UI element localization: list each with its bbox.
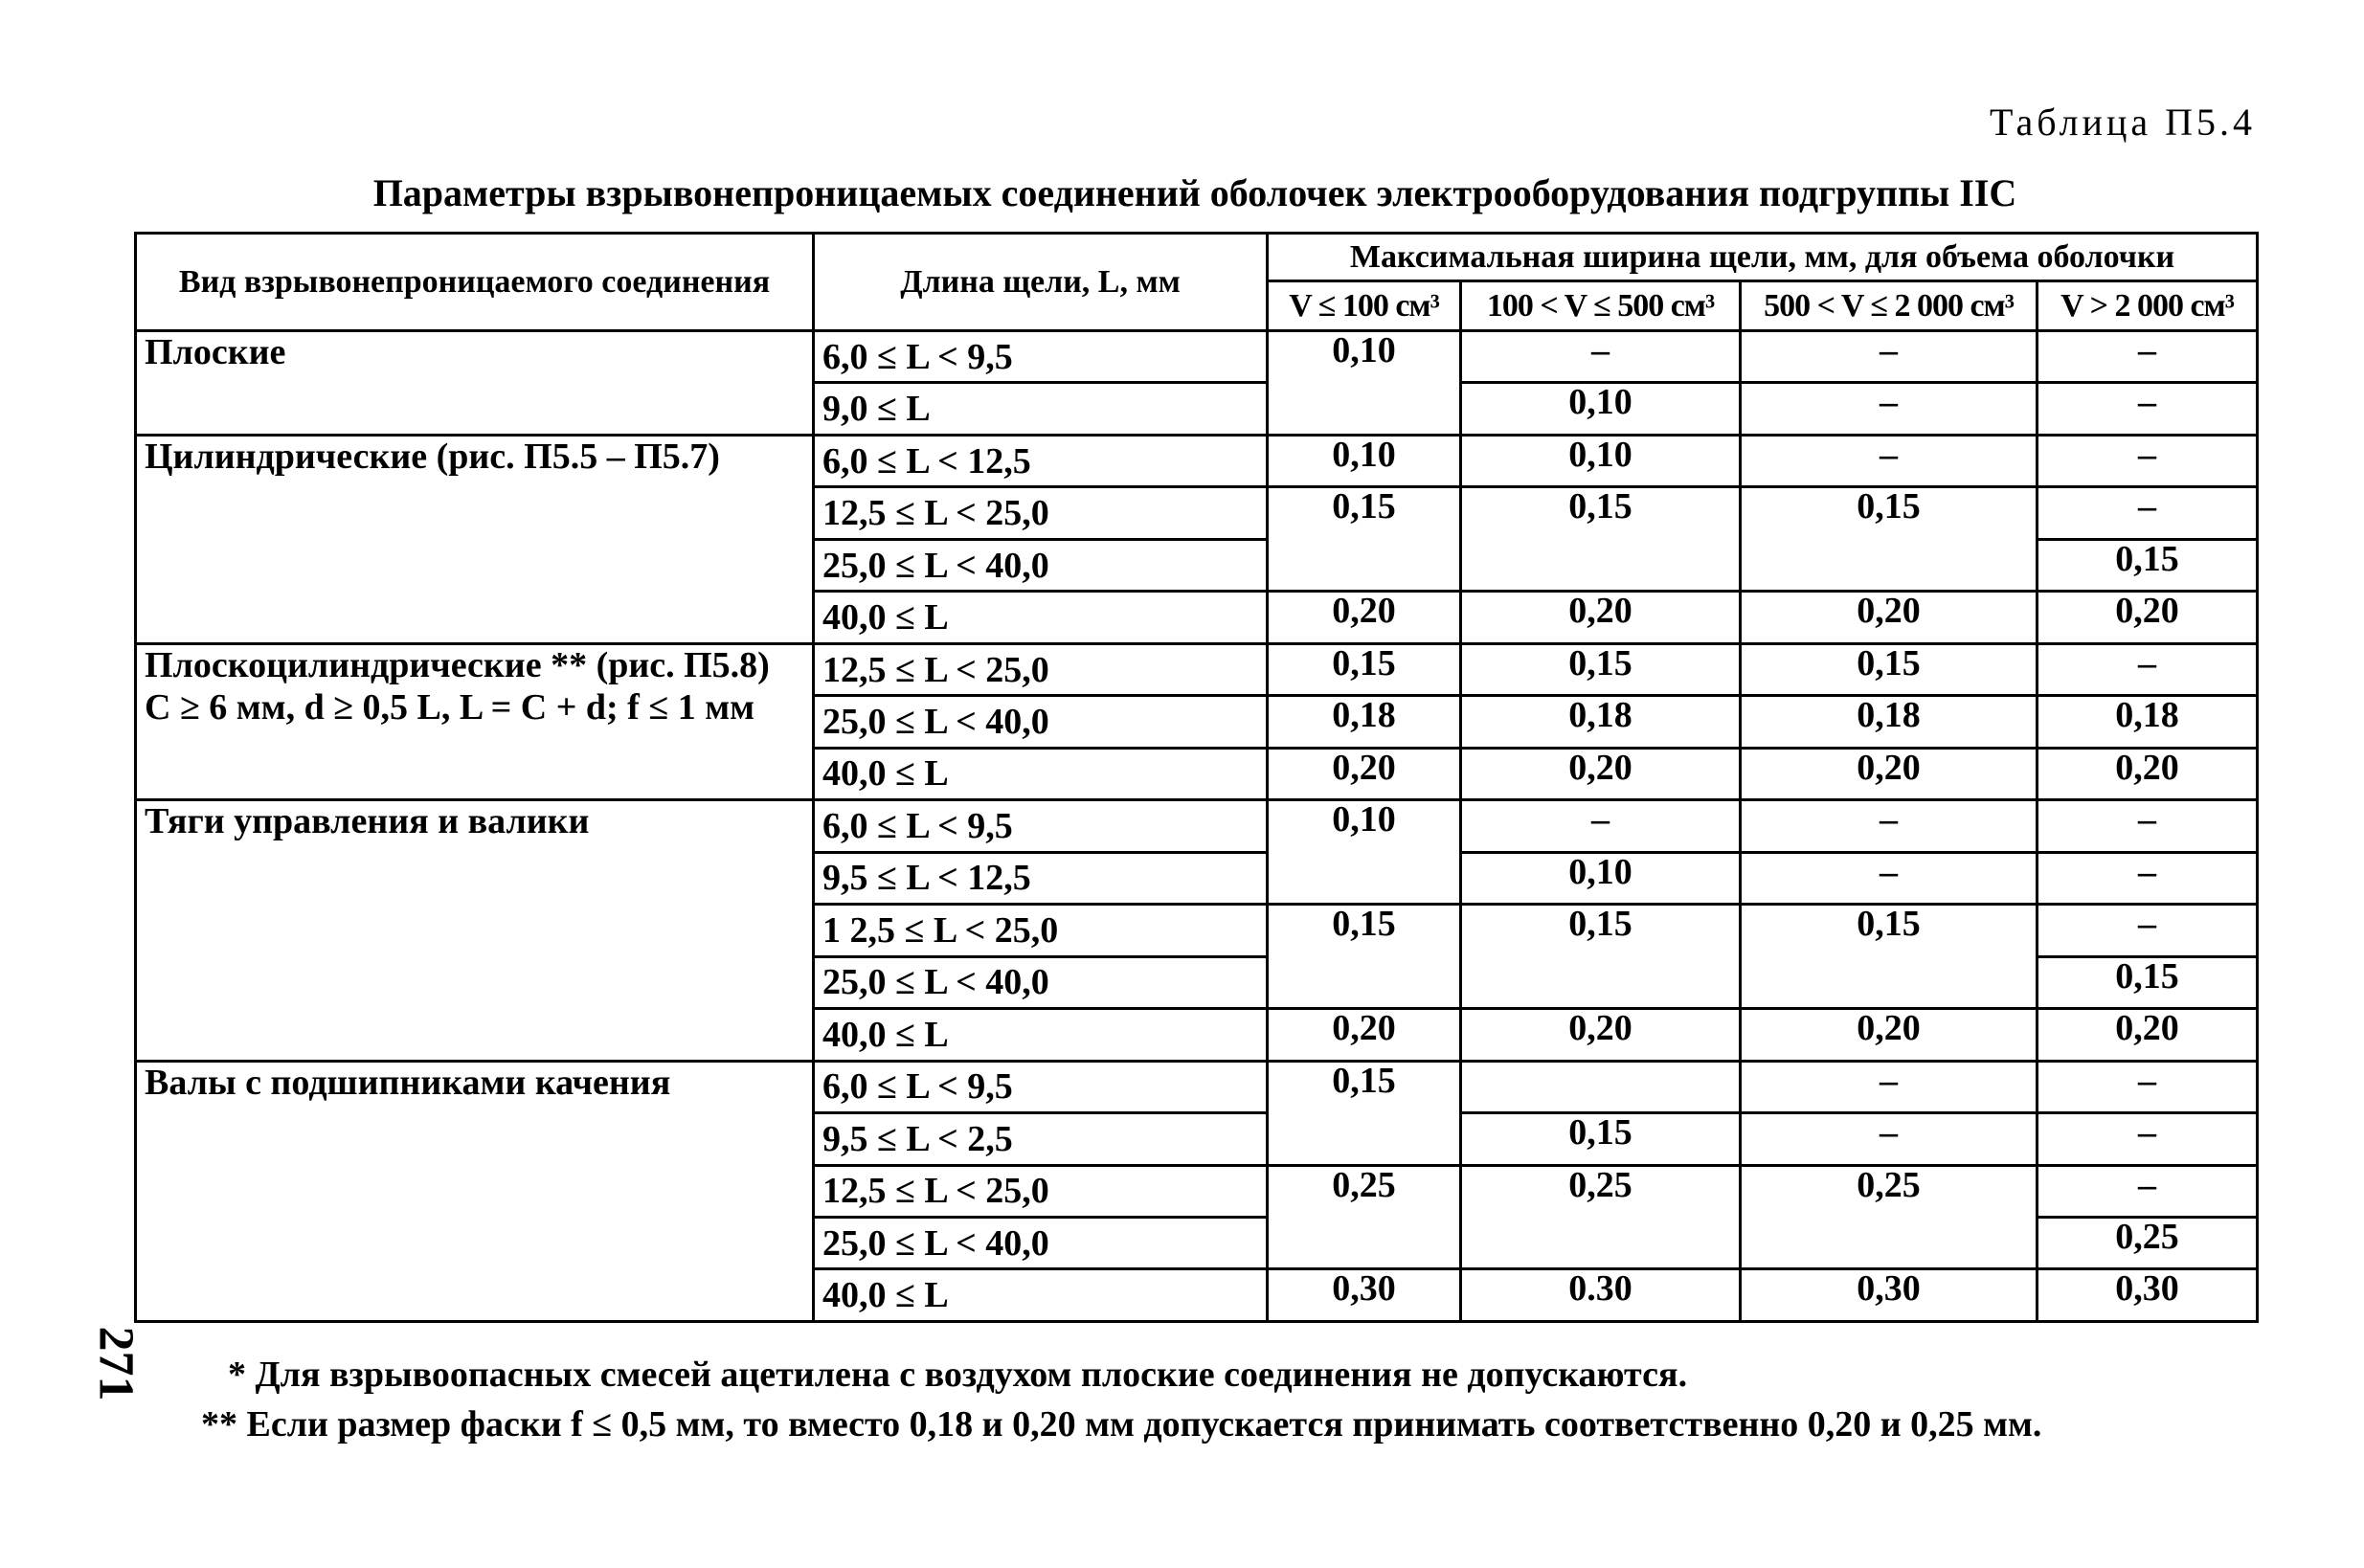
max-width-cell: 0,30: [1741, 1269, 2038, 1322]
max-width-cell: 0,15: [1741, 643, 2038, 695]
gap-length-cell: 6,0 ≤ L < 9,5: [814, 331, 1268, 383]
max-width-cell: 0,20: [1461, 748, 1741, 799]
max-width-cell: –: [2038, 800, 2258, 852]
max-width-cell: –: [1741, 331, 2038, 383]
gap-length-cell: 40,0 ≤ L: [814, 1269, 1268, 1322]
max-width-cell: 0,15: [1461, 905, 1741, 1009]
max-width-cell: 0,10: [1268, 435, 1461, 486]
max-width-cell: 0,18: [1741, 696, 2038, 748]
joint-kind-cell: [136, 800, 814, 1061]
max-width-cell: 0,18: [1461, 696, 1741, 748]
max-width-cell: 0,20: [1268, 748, 1461, 799]
gap-parameters-table: [134, 232, 2259, 1323]
table-row: [136, 1061, 2258, 1112]
max-width-cell: 0,10: [1461, 383, 1741, 435]
max-width-cell: 0,15: [1461, 643, 1741, 695]
gap-length-cell: 25,0 ≤ L < 40,0: [814, 696, 1268, 748]
gap-length-cell: 12,5 ≤ L < 25,0: [814, 1165, 1268, 1217]
joint-kind-cell: [136, 643, 814, 799]
table-caption: Таблица П5.4: [1990, 101, 2256, 144]
gap-length-cell: 9,5 ≤ L < 12,5: [814, 852, 1268, 904]
gap-length-cell: 9,0 ≤ L: [814, 383, 1268, 435]
max-width-cell: 0,20: [1741, 1009, 2038, 1061]
footnote: * Для взрывоопасных смесей ацетилена с воздухом плоские соединения не допускаются.: [228, 1355, 1688, 1395]
gap-length-cell: 6,0 ≤ L < 12,5: [814, 435, 1268, 486]
gap-length-cell: 40,0 ≤ L: [814, 1009, 1268, 1061]
joint-kind-label: Тяги управления и валики: [145, 801, 590, 842]
header-max-width: Максимальная ширина щели, мм, для объема оболочки: [1268, 234, 2258, 281]
header-volume: V ≤ 100 см³: [1268, 281, 1461, 331]
table-row: [136, 331, 2258, 383]
max-width-cell: 0,20: [2038, 1009, 2258, 1061]
footnotes: [201, 1350, 2041, 1449]
table-title: Параметры взрывонепроницаемых соединений оболочек электрооборудования подгруппы IIС: [372, 171, 2017, 214]
joint-kind-cell: [136, 1061, 814, 1321]
max-width-cell: –: [2038, 852, 2258, 904]
max-width-cell: –: [2038, 643, 2258, 695]
max-width-cell: –: [2038, 1165, 2258, 1217]
max-width-cell: 0,15: [1461, 487, 1741, 592]
max-width-cell: –: [1741, 1113, 2038, 1165]
max-width-cell: 0,30: [1268, 1269, 1461, 1322]
gap-length-cell: 6,0 ≤ L < 9,5: [814, 800, 1268, 852]
max-width-cell: –: [1461, 800, 1741, 852]
max-width-cell: –: [2038, 905, 2258, 956]
max-width-cell: 0,10: [1268, 331, 1461, 436]
joint-kind-label: Валы с подшипниками качения: [145, 1062, 671, 1103]
header-volume: V > 2 000 см³: [2038, 281, 2258, 331]
max-width-cell: 0,15: [2038, 956, 2258, 1008]
joint-kind-cell: [136, 331, 814, 436]
joint-kind-label: Плоскоцилиндрические ** (рис. П5.8): [145, 644, 770, 685]
max-width-cell: 0,25: [2038, 1217, 2258, 1268]
max-width-cell: 0,15: [1461, 1113, 1741, 1165]
gap-length-cell: 25,0 ≤ L < 40,0: [814, 539, 1268, 591]
max-width-cell: –: [2038, 331, 2258, 383]
max-width-cell: 0,20: [1461, 592, 1741, 643]
max-width-cell: 0,15: [1741, 487, 2038, 592]
table-row: [136, 643, 2258, 695]
max-width-cell: –: [1741, 800, 2038, 852]
max-width-cell: 0,30: [2038, 1269, 2258, 1322]
max-width-cell: 0,25: [1741, 1165, 2038, 1269]
table-row: [136, 435, 2258, 486]
joint-kind-label: C ≥ 6 мм, d ≥ 0,5 L, L = C + d; f ≤ 1 мм: [145, 686, 754, 728]
gap-length-cell: 25,0 ≤ L < 40,0: [814, 1217, 1268, 1268]
max-width-cell: 0,10: [1461, 852, 1741, 904]
max-width-cell: 0,18: [2038, 696, 2258, 748]
max-width-cell: 0,20: [1741, 748, 2038, 799]
max-width-cell: 0,20: [1741, 592, 2038, 643]
max-width-cell: –: [2038, 435, 2258, 486]
max-width-cell: –: [2038, 487, 2258, 539]
gap-length-cell: 25,0 ≤ L < 40,0: [814, 956, 1268, 1008]
max-width-cell: –: [1461, 331, 1741, 383]
max-width-cell: 0,20: [1268, 1009, 1461, 1061]
max-width-cell: 0,10: [1461, 435, 1741, 486]
max-width-cell: 0,25: [1268, 1165, 1461, 1269]
header-volume: 100 < V ≤ 500 см³: [1461, 281, 1741, 331]
max-width-cell: [1461, 1061, 1741, 1112]
gap-length-cell: 12,5 ≤ L < 25,0: [814, 643, 1268, 695]
table-body: [136, 331, 2258, 1322]
max-width-cell: 0,20: [2038, 592, 2258, 643]
max-width-cell: 0,20: [2038, 748, 2258, 799]
header-kind: Вид взрывонепроницаемого соединения: [136, 234, 814, 331]
max-width-cell: –: [2038, 383, 2258, 435]
page-number: 271: [88, 1326, 144, 1401]
max-width-cell: –: [1741, 383, 2038, 435]
max-width-cell: 0,10: [1268, 800, 1461, 905]
joint-kind-label: Цилиндрические (рис. П5.5 – П5.7): [145, 436, 720, 477]
header-length: Длина щели, L, мм: [814, 234, 1268, 331]
max-width-cell: 0,20: [1461, 1009, 1741, 1061]
max-width-cell: –: [2038, 1113, 2258, 1165]
gap-length-cell: 9,5 ≤ L < 2,5: [814, 1113, 1268, 1165]
header-volume: 500 < V ≤ 2 000 см³: [1741, 281, 2038, 331]
gap-length-cell: 12,5 ≤ L < 25,0: [814, 487, 1268, 539]
max-width-cell: 0,15: [1268, 643, 1461, 695]
max-width-cell: 0,18: [1268, 696, 1461, 748]
max-width-cell: –: [1741, 1061, 2038, 1112]
table-row: [136, 800, 2258, 852]
gap-length-cell: 40,0 ≤ L: [814, 748, 1268, 799]
max-width-cell: –: [1741, 852, 2038, 904]
max-width-cell: 0,15: [1268, 487, 1461, 592]
max-width-cell: 0,15: [1268, 1061, 1461, 1165]
gap-length-cell: 40,0 ≤ L: [814, 592, 1268, 643]
gap-length-cell: 6,0 ≤ L < 9,5: [814, 1061, 1268, 1112]
max-width-cell: –: [2038, 1061, 2258, 1112]
max-width-cell: 0,20: [1268, 592, 1461, 643]
gap-length-cell: 1 2,5 ≤ L < 25,0: [814, 905, 1268, 956]
max-width-cell: –: [1741, 435, 2038, 486]
footnote: ** Если размер фаски f ≤ 0,5 мм, то вместо 0,18 и 0,20 мм допускается принимать соответственно 0,20 и 0,25 мм.: [201, 1404, 2042, 1445]
joint-kind-cell: [136, 435, 814, 643]
joint-kind-label: Плоские: [145, 332, 286, 372]
max-width-cell: 0,25: [1461, 1165, 1741, 1269]
max-width-cell: 0,15: [2038, 539, 2258, 591]
max-width-cell: 0.30: [1461, 1269, 1741, 1322]
max-width-cell: 0,15: [1268, 905, 1461, 1009]
max-width-cell: 0,15: [1741, 905, 2038, 1009]
